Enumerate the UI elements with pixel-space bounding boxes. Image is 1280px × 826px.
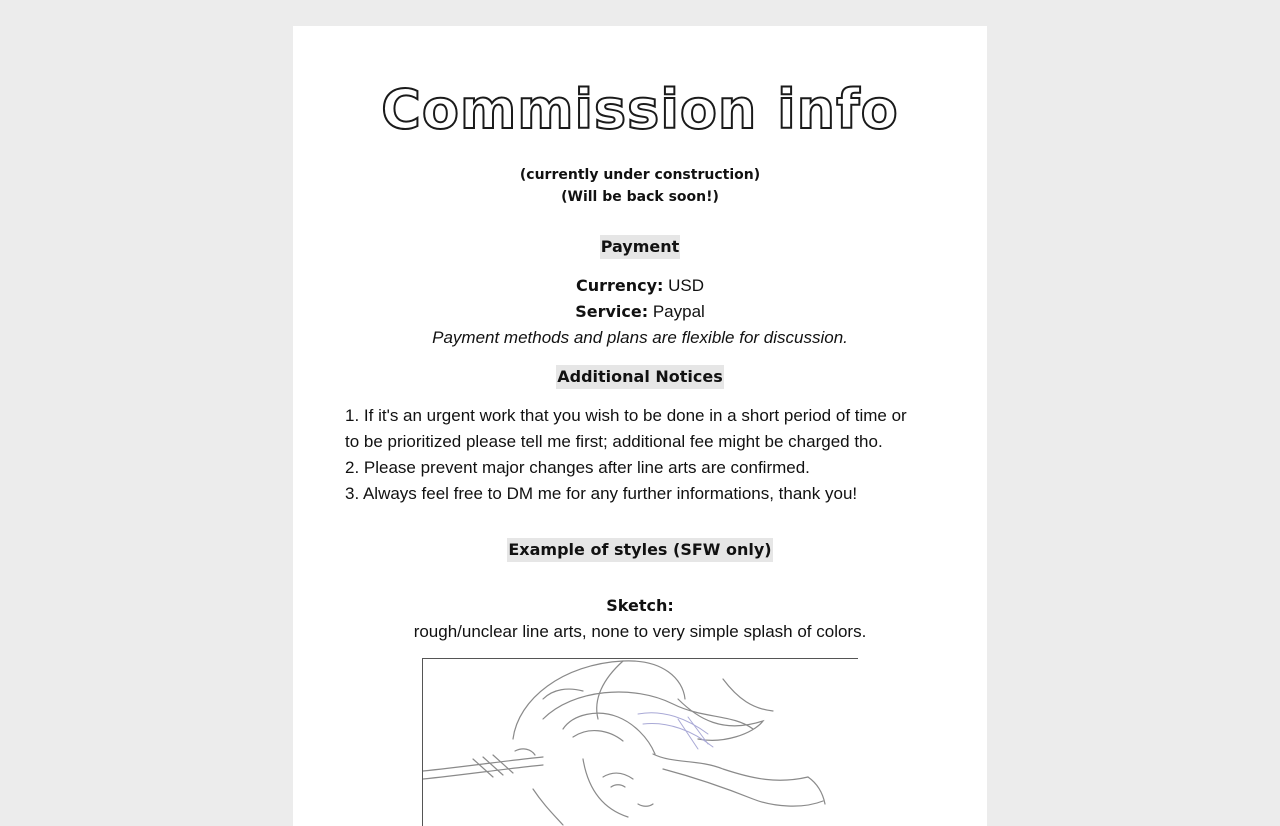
status-note-secondary: (Will be back soon!) <box>561 189 719 205</box>
document-page <box>293 26 987 826</box>
currency-label: Currency: <box>575 276 664 295</box>
service-line <box>293 299 987 325</box>
notice-item: 3. Always feel free to DM me for any further informations, thank you! <box>345 484 858 503</box>
styles-heading-row <box>293 538 987 562</box>
service-value: Paypal <box>648 302 705 321</box>
notice-item: to be prioritized please tell me first; additional fee might be charged tho. <box>345 432 883 451</box>
page-title: Commission info <box>381 78 899 141</box>
notice-item: 2. Please prevent major changes after line arts are confirmed. <box>345 458 810 477</box>
payment-note: Payment methods and plans are flexible for discussion. <box>432 328 848 347</box>
notice-item: 1. If it's an urgent work that you wish to be done in a short period of time or <box>345 406 907 425</box>
status-note: (currently under construction) <box>519 167 761 183</box>
sketch-illustration <box>423 659 858 826</box>
styles-heading: Example of styles (SFW only) <box>507 538 772 562</box>
currency-value: USD <box>663 276 705 295</box>
notices-list <box>345 403 945 507</box>
service-label: Service: <box>575 302 649 321</box>
notices-heading: Additional Notices <box>556 365 724 389</box>
payment-heading: Payment <box>600 235 681 259</box>
payment-heading-row <box>293 235 987 259</box>
notices-heading-row <box>293 365 987 389</box>
sketch-example-image <box>422 658 858 826</box>
sketch-label: Sketch: <box>606 596 674 615</box>
sketch-description: rough/unclear line arts, none to very simple splash of colors. <box>413 622 867 641</box>
currency-line <box>293 273 987 299</box>
